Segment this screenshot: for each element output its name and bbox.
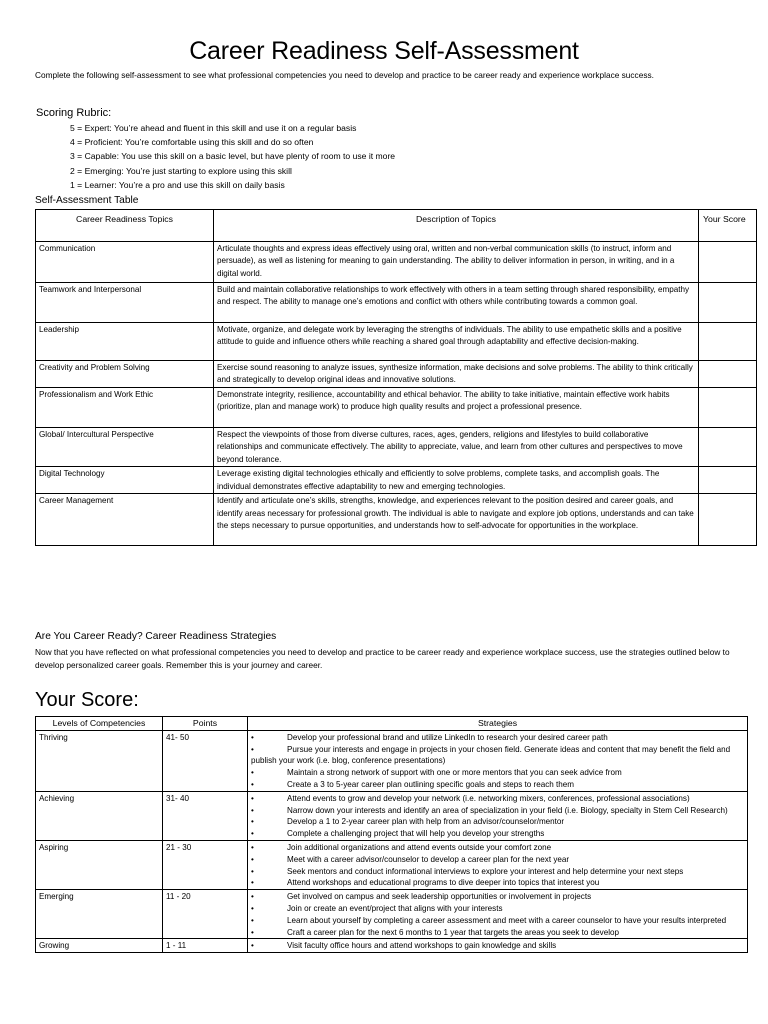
table-row: [36, 730, 748, 791]
strategy-item: [251, 915, 744, 927]
table-row: [36, 361, 757, 388]
topic-cell: Leadership: [36, 323, 214, 361]
score-cell[interactable]: [699, 283, 757, 323]
points-cell: 11 - 20: [163, 890, 248, 939]
topic-cell: Career Management: [36, 494, 214, 546]
level-cell: Emerging: [36, 890, 163, 939]
strategies-cell: [248, 791, 748, 840]
strategy-item: [251, 828, 744, 840]
table-header-row: [36, 210, 757, 242]
table-row: [36, 890, 748, 939]
table-row: [36, 791, 748, 840]
points-cell: 1 - 11: [163, 939, 248, 953]
strategy-item: [251, 940, 744, 952]
description-cell: Identify and articulate one’s skills, strengths, knowledge, and experiences relevant to the position desired and career goals, and identify areas necessary for professional growth. The individual is able to navigate and explore job options, understands and can take the steps necessary to pursue opportunities, and understands how to self-advocate for opportunities in the workplace.: [214, 494, 699, 546]
strategy-item: [251, 854, 744, 866]
strategy-text: Craft a career plan for the next 6 months to 1 year that targets the areas you seek to develop: [287, 927, 620, 937]
table-row: [36, 283, 757, 323]
strategy-item: [251, 842, 744, 854]
level-cell: Thriving: [36, 730, 163, 791]
strategy-text: Maintain a strong network of support with one or more mentors that you can seek advice from: [287, 768, 622, 778]
table-row: [36, 494, 757, 546]
points-cell: 41- 50: [163, 730, 248, 791]
strategy-item: [251, 779, 744, 791]
strategy-text: Visit faculty office hours and attend workshops to gain knowledge and skills: [287, 941, 557, 951]
strategy-item: [251, 793, 744, 805]
level-cell: Achieving: [36, 791, 163, 840]
strategies-intro: Now that you have reflected on what professional competencies you need to develop and practice to be career ready and experience workplace success, use the strategies outlined below to develop personalized career goals. Remember this is your journey and career.: [35, 647, 730, 670]
self-assessment-table: [35, 209, 757, 546]
topic-cell: Professionalism and Work Ethic: [36, 388, 214, 428]
strategy-item: [251, 891, 744, 903]
table-row: [36, 939, 748, 953]
topic-cell: Teamwork and Interpersonal: [36, 283, 214, 323]
bullet-icon: •: [251, 779, 254, 789]
strategy-text: Develop a 1 to 2-year career plan with help from an advisor/counselor/mentor: [287, 817, 565, 827]
strategy-text: Complete a challenging project that will help you develop your strengths: [287, 829, 545, 839]
topic-cell: Creativity and Problem Solving: [36, 361, 214, 388]
bullet-icon: •: [251, 805, 254, 815]
description-cell: Articulate thoughts and express ideas effectively using oral, written and non-verbal communication skills (to instruct, inform and persuade), as well as listening for meaning to gain understanding. The ability to deliver information in person, in writing, and in a digital world.: [214, 242, 699, 283]
strategy-text: Attend events to grow and develop your network (i.e. networking mixers, conferences, professional associations): [287, 793, 690, 803]
description-cell: Exercise sound reasoning to analyze issues, synthesize information, make decisions and solve problems. The ability to think critically and strategically to develop original ideas and innovative solutions.: [214, 361, 699, 388]
strategies-cell: [248, 939, 748, 953]
strategy-item: [251, 877, 744, 889]
strategy-item: [251, 732, 744, 744]
table-row: [36, 242, 757, 283]
strategy-item: [251, 805, 744, 817]
score-cell[interactable]: [699, 323, 757, 361]
self-assessment-heading: Self-Assessment Table: [35, 195, 139, 206]
intro-paragraph: Complete the following self-assessment to see what professional competencies you need to develop and practice to be career ready and experience workplace success.: [35, 70, 654, 80]
strategy-text: Create a 3 to 5-year career plan outlining specific goals and steps to reach them: [287, 779, 575, 789]
column-header-score: Your Score: [699, 210, 757, 242]
score-cell[interactable]: [699, 242, 757, 283]
bullet-icon: •: [251, 903, 254, 913]
strategy-text: Pursue your interests and engage in projects in your chosen field. Generate ideas and content that may benefit the field and publish your work (i.e. blog, conference presentations): [251, 744, 731, 766]
rubric-item: 1 = Learner: You’re a pro and use this skill on daily basis: [70, 179, 285, 190]
strategy-text: Get involved on campus and seek leadership opportunities or involvement in projects: [287, 892, 592, 902]
strategy-text: Join or create an event/project that aligns with your interests: [287, 903, 503, 913]
topic-cell: Digital Technology: [36, 467, 214, 494]
column-header-points: Points: [163, 717, 248, 731]
strategy-item: [251, 744, 744, 768]
strategy-text: Learn about yourself by completing a career assessment and meet with a career counselor to have your results interpreted: [287, 915, 727, 925]
bullet-icon: •: [251, 866, 254, 876]
bullet-icon: •: [251, 744, 254, 754]
bullet-icon: •: [251, 793, 254, 803]
description-cell: Motivate, organize, and delegate work by leveraging the strengths of individuals. The ability to use empathetic skills and a positive attitude to guide and influence others while reaching a shared goal through adaptability and effective decision-making.: [214, 323, 699, 361]
topic-cell: Communication: [36, 242, 214, 283]
bullet-icon: •: [251, 829, 254, 839]
strategies-table-body: [36, 730, 748, 952]
description-cell: Build and maintain collaborative relationships to work effectively with others in a team setting through shared responsibility, empathy and respect. The ability to manage one’s emotions and conflict with others while contributing towards a common goal.: [214, 283, 699, 323]
rubric-heading: Scoring Rubric:: [36, 107, 112, 119]
table-row: [36, 428, 757, 467]
column-header-topics: Career Readiness Topics: [36, 210, 214, 242]
points-cell: 31- 40: [163, 791, 248, 840]
bullet-icon: •: [251, 878, 254, 888]
strategy-text: Narrow down your interests and identify an area of specialization in your field (i.e. Biology, specialty in Stem Cell Research): [287, 805, 728, 815]
column-header-levels: Levels of Competencies: [36, 717, 163, 731]
table-header-row: [36, 717, 748, 731]
bullet-icon: •: [251, 842, 254, 852]
level-cell: Growing: [36, 939, 163, 953]
column-header-strategies: Strategies: [248, 717, 748, 731]
rubric-item: 4 = Proficient: You’re comfortable using this skill and do so often: [70, 137, 314, 148]
score-cell[interactable]: [699, 494, 757, 546]
bullet-icon: •: [251, 927, 254, 937]
bullet-icon: •: [251, 768, 254, 778]
your-score-title: Your Score:: [35, 689, 139, 711]
description-cell: Demonstrate integrity, resilience, accountability and ethical behavior. The ability to take initiative, maintain effective work habits (prioritize, plan and manage work) to produce high quality results and project a professional presence.: [214, 388, 699, 428]
page-title: Career Readiness Self-Assessment: [189, 37, 579, 65]
strategies-cell: [248, 730, 748, 791]
score-cell[interactable]: [699, 388, 757, 428]
strategies-heading: Are You Career Ready? Career Readiness Strategies: [35, 631, 277, 642]
strategy-text: Attend workshops and educational programs to dive deeper into topics that interest you: [287, 878, 600, 888]
strategy-item: [251, 866, 744, 878]
strategy-text: Develop your professional brand and utilize LinkedIn to research your desired career path: [287, 732, 608, 742]
rubric-item: 2 = Emerging: You’re just starting to explore using this skill: [70, 165, 292, 176]
bullet-icon: •: [251, 732, 254, 742]
strategy-item: [251, 903, 744, 915]
rubric-item: 5 = Expert: You’re ahead and fluent in this skill and use it on a regular basis: [70, 123, 357, 133]
strategy-item: [251, 927, 744, 939]
table-row: [36, 840, 748, 889]
strategies-cell: [248, 890, 748, 939]
strategy-text: Join additional organizations and attend events outside your comfort zone: [287, 842, 552, 852]
bullet-icon: •: [251, 892, 254, 902]
table-row: [36, 467, 757, 494]
description-cell: Leverage existing digital technologies ethically and efficiently to solve problems, complete tasks, and accomplish goals. The individual demonstrates effective adaptability to new and emerging technologies.: [214, 467, 699, 494]
table-row: [36, 388, 757, 428]
strategy-text: Meet with a career advisor/counselor to develop a career plan for the next year: [287, 854, 570, 864]
bullet-icon: •: [251, 941, 254, 951]
strategies-cell: [248, 840, 748, 889]
bullet-icon: •: [251, 915, 254, 925]
strategies-table: [35, 716, 748, 953]
score-cell[interactable]: [699, 428, 757, 467]
bullet-icon: •: [251, 817, 254, 827]
score-cell[interactable]: [699, 467, 757, 494]
description-cell: Respect the viewpoints of those from diverse cultures, races, ages, genders, religions and lifestyles to build collaborative relationships and communicate effectively. The ability to appreciate, value, and learn from other cultures and perspectives to move beyond tolerance.: [214, 428, 699, 467]
table-row: [36, 323, 757, 361]
bullet-icon: •: [251, 854, 254, 864]
column-header-description: Description of Topics: [214, 210, 699, 242]
topic-cell: Global/ Intercultural Perspective: [36, 428, 214, 467]
score-cell[interactable]: [699, 361, 757, 388]
points-cell: 21 - 30: [163, 840, 248, 889]
strategy-item: [251, 816, 744, 828]
strategy-item: [251, 767, 744, 779]
rubric-item: 3 = Capable: You use this skill on a basic level, but have plenty of room to use it more: [70, 151, 396, 162]
rubric-list: [70, 121, 395, 192]
level-cell: Aspiring: [36, 840, 163, 889]
strategy-text: Seek mentors and conduct informational interviews to explore your interest and help determine your next steps: [287, 866, 684, 876]
